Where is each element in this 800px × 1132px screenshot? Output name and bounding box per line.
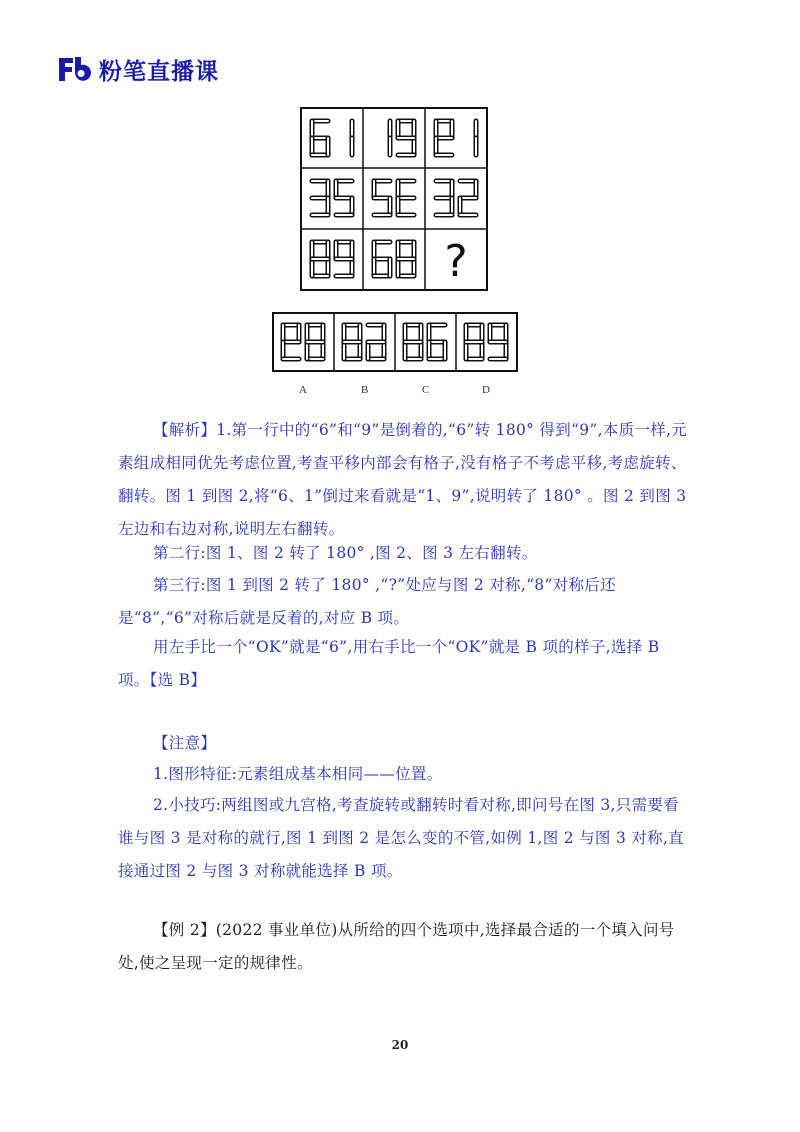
grid-cell-r2-c2: ? xyxy=(444,236,468,287)
option-figure-3-digit-0 xyxy=(466,325,482,359)
option-figure-1-digit-0 xyxy=(344,325,360,359)
grid-cell-r1-c2-digit-1 xyxy=(460,181,476,215)
grid-cell-r0-c0-digit-0 xyxy=(312,121,328,155)
analysis-paragraph-4: 用左手比一个“OK”就是“6”,用右手比一个“OK”就是 B 项的样子,选择 B 项。【选 B】 xyxy=(118,638,660,689)
option-figure-2-digit-1 xyxy=(429,325,445,359)
option-figure-3-digit-1 xyxy=(490,325,506,359)
option-label-a: A xyxy=(299,384,307,396)
grid-cell-r1-c0-digit-1 xyxy=(336,181,352,215)
grid-cell-r0-c1-digit-1 xyxy=(398,121,414,155)
page-number: 20 xyxy=(391,1038,409,1052)
grid-cell-r2-c1-digit-1 xyxy=(398,242,414,276)
option-figure-2-digit-0 xyxy=(405,325,421,359)
note-paragraph-2: 2.小技巧:两组图或九宫格,考查旋转或翻转时看对称,即问号在图 3,只需要看谁与图 3 是对称的就行,图 1 到图 2 是怎么变的不管,如例 1,图 2 与图 3 对称,直接通过图 2 与图 3 对称就能选择 B 项。 xyxy=(118,796,684,880)
grid-cell-r1-c1-digit-0 xyxy=(374,181,390,215)
note-title: 【注意】 xyxy=(153,734,217,752)
grid-cell-r2-c1-digit-0 xyxy=(374,242,390,276)
grid-cell-r1-c1-digit-1 xyxy=(398,181,414,215)
analysis-paragraph-1: 【解析】1.第一行中的“6”和“9”是倒着的,“6”转 180° 得到“9”,本质一样,元素组成相同优先考虑位置,考查平移内部会有格子,没有格子不考虑平移,考虑旋转、翻转。图 1 到图 2,将“6、1”倒过来看就是“1、9”,说明转了 180° 。图 2 到图 3 左边和右边对称,说明左右翻转。 xyxy=(118,421,688,538)
option-figure-1-digit-1 xyxy=(368,325,384,359)
option-label-d: D xyxy=(482,384,490,396)
grid-cell-r1-c2-digit-0 xyxy=(436,181,452,215)
grid-cell-r2-c0-digit-0 xyxy=(312,242,328,276)
option-label-c: C xyxy=(422,384,430,396)
option-figure-0-digit-0 xyxy=(283,325,299,359)
example-question: 【例 2】(2022 事业单位)从所给的四个选项中,选择最合适的一个填入问号处,使之呈现一定的规律性。 xyxy=(118,921,675,972)
grid-cell-r2-c0-digit-1 xyxy=(336,242,352,276)
analysis-paragraph-2: 第二行:图 1、图 2 转了 180° ,图 2、图 3 左右翻转。 xyxy=(153,544,538,562)
grid-cell-r0-c2-digit-0 xyxy=(436,121,452,155)
analysis-paragraph-3: 第三行:图 1 到图 2 转了 180° ,“?”处应与图 2 对称,“8”对称后还是“8”,“6”对称后就是反着的,对应 B 项。 xyxy=(118,576,616,627)
puzzle-svg xyxy=(0,0,800,400)
note-paragraph-1: 1.图形特征:元素组成基本相同——位置。 xyxy=(153,765,443,783)
grid-cell-r1-c0-digit-0 xyxy=(312,181,328,215)
option-figure-0-digit-1 xyxy=(307,325,323,359)
option-label-b: B xyxy=(361,384,369,396)
brand-name: 粉笔直播课 xyxy=(99,58,219,85)
